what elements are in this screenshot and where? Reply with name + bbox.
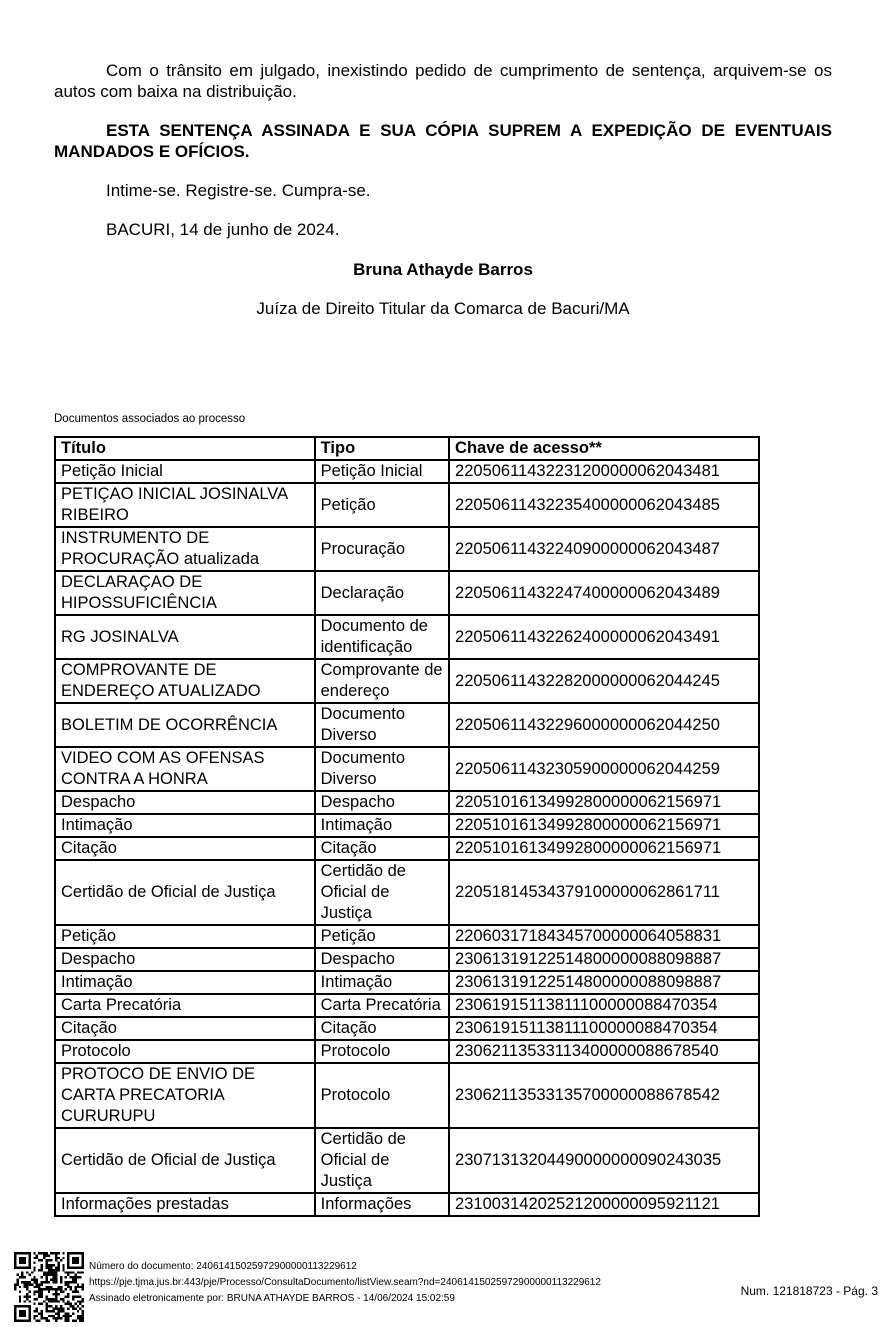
cell-type: Comprovante de endereço: [315, 659, 449, 703]
cell-access-key: 22051016134992800000062156971: [449, 814, 759, 837]
table-row: [55, 747, 759, 791]
cell-access-key: 22051016134992800000062156971: [449, 837, 759, 860]
cell-type: Intimação: [315, 814, 449, 837]
table-row: [55, 460, 759, 483]
table-row: [55, 1193, 759, 1216]
cell-title: RG JOSINALVA: [55, 615, 315, 659]
signer-name: Bruna Athayde Barros: [353, 260, 533, 279]
cell-access-key: 23061319122514800000088098887: [449, 971, 759, 994]
header-title: Título: [55, 437, 315, 460]
cell-type: Despacho: [315, 791, 449, 814]
cell-type: Despacho: [315, 948, 449, 971]
table-row: [55, 703, 759, 747]
cell-title: Carta Precatória: [55, 994, 315, 1017]
cell-title: Informações prestadas: [55, 1193, 315, 1216]
cell-type: Certidão de Oficial de Justiça: [315, 860, 449, 925]
cell-access-key: 22050611432235400000062043485: [449, 483, 759, 527]
cell-title: Certidão de Oficial de Justiça: [55, 860, 315, 925]
document-url[interactable]: https://pje.tjma.jus.br:443/pje/Processo/ConsultaDocumento/listView.seam?nd=24061415025972900000113229612: [89, 1277, 601, 1288]
cell-type: Protocolo: [315, 1040, 449, 1063]
cell-access-key: 23071313204490000000090243035: [449, 1128, 759, 1193]
documents-table: [54, 436, 760, 1217]
table-row: [55, 615, 759, 659]
cell-title: Petição: [55, 925, 315, 948]
cell-title: Protocolo: [55, 1040, 315, 1063]
cell-access-key: 22050611432240900000062043487: [449, 527, 759, 571]
cell-access-key: 22050611432305900000062044259: [449, 747, 759, 791]
cell-type: Protocolo: [315, 1063, 449, 1128]
cell-type: Documento de identificação: [315, 615, 449, 659]
cell-access-key: 22051016134992800000062156971: [449, 791, 759, 814]
cell-access-key: 22050611432296000000062044250: [449, 703, 759, 747]
table-row: [55, 527, 759, 571]
table-row: [55, 571, 759, 615]
table-row: [55, 1128, 759, 1193]
cell-title: Citação: [55, 837, 315, 860]
electronic-signature: Assinado eletronicamente por: BRUNA ATHAYDE BARROS - 14/06/2024 15:02:59: [89, 1293, 455, 1304]
cell-title: Intimação: [55, 971, 315, 994]
signer-title: Juíza de Direito Titular da Comarca de Bacuri/MA: [256, 299, 630, 318]
cell-title: DECLARAÇAO DE HIPOSSUFICIÊNCIA: [55, 571, 315, 615]
table-row: [55, 837, 759, 860]
cell-access-key: 22050611432231200000062043481: [449, 460, 759, 483]
table-row: [55, 860, 759, 925]
cell-type: Documento Diverso: [315, 747, 449, 791]
orders-line: Intime-se. Registre-se. Cumpra-se.: [106, 181, 371, 200]
table-row: [55, 948, 759, 971]
cell-title: BOLETIM DE OCORRÊNCIA: [55, 703, 315, 747]
cell-access-key: 22050611432262400000062043491: [449, 615, 759, 659]
cell-title: PROTOCO DE ENVIO DE CARTA PRECATORIA CURURUPU: [55, 1063, 315, 1128]
cell-type: Procuração: [315, 527, 449, 571]
cell-title: Petição Inicial: [55, 460, 315, 483]
cell-access-key: 23061915113811100000088470354: [449, 1017, 759, 1040]
cell-title: VIDEO COM AS OFENSAS CONTRA A HONRA: [55, 747, 315, 791]
header-type: Tipo: [315, 437, 449, 460]
cell-access-key: 23062113533113400000088678540: [449, 1040, 759, 1063]
cell-access-key: 23100314202521200000095921121: [449, 1193, 759, 1216]
table-row: [55, 1017, 759, 1040]
cell-type: Petição: [315, 925, 449, 948]
table-header-row: [55, 437, 759, 460]
cell-access-key: 22060317184345700000064058831: [449, 925, 759, 948]
cell-access-key: 22050611432282000000062044245: [449, 659, 759, 703]
table-row: [55, 814, 759, 837]
cell-title: Despacho: [55, 948, 315, 971]
cell-title: Despacho: [55, 791, 315, 814]
cell-title: Certidão de Oficial de Justiça: [55, 1128, 315, 1193]
cell-type: Petição: [315, 483, 449, 527]
cell-type: Intimação: [315, 971, 449, 994]
cell-type: Carta Precatória: [315, 994, 449, 1017]
document-number: Número do documento: 24061415025972900000113229612: [89, 1261, 357, 1272]
cell-type: Citação: [315, 837, 449, 860]
sentence-notice: ESTA SENTENÇA ASSINADA E SUA CÓPIA SUPREM A EXPEDIÇÃO DE EVENTUAIS MANDADOS E OFÍCIOS.: [54, 121, 832, 161]
table-row: [55, 483, 759, 527]
page-number: Num. 121818723 - Pág. 3: [740, 1284, 878, 1298]
table-row: [55, 1040, 759, 1063]
table-row: [55, 994, 759, 1017]
cell-title: INSTRUMENTO DE PROCURAÇÃO atualizada: [55, 527, 315, 571]
cell-type: Informações: [315, 1193, 449, 1216]
header-access-key: Chave de acesso**: [449, 437, 759, 460]
cell-access-key: 23062113533135700000088678542: [449, 1063, 759, 1128]
table-row: [55, 1063, 759, 1128]
cell-access-key: 23061915113811100000088470354: [449, 994, 759, 1017]
cell-type: Petição Inicial: [315, 460, 449, 483]
cell-type: Certidão de Oficial de Justiça: [315, 1128, 449, 1193]
cell-title: COMPROVANTE DE ENDEREÇO ATUALIZADO: [55, 659, 315, 703]
cell-access-key: 23061319122514800000088098887: [449, 948, 759, 971]
table-row: [55, 971, 759, 994]
table-row: [55, 925, 759, 948]
table-row: [55, 791, 759, 814]
cell-type: Citação: [315, 1017, 449, 1040]
cell-access-key: 22050611432247400000062043489: [449, 571, 759, 615]
cell-type: Documento Diverso: [315, 703, 449, 747]
cell-title: Intimação: [55, 814, 315, 837]
table-row: [55, 659, 759, 703]
place-date: BACURI, 14 de junho de 2024.: [106, 220, 340, 239]
qr-code-icon: [14, 1252, 84, 1322]
cell-access-key: 22051814534379100000062861711: [449, 860, 759, 925]
cell-title: Citação: [55, 1017, 315, 1040]
cell-type: Declaração: [315, 571, 449, 615]
documents-caption: Documentos associados ao processo: [54, 413, 246, 425]
cell-title: PETIÇAO INICIAL JOSINALVA RIBEIRO: [55, 483, 315, 527]
closing-paragraph: Com o trânsito em julgado, inexistindo pedido de cumprimento de sentença, arquivem-se os autos com baixa na distribuição.: [54, 61, 832, 101]
